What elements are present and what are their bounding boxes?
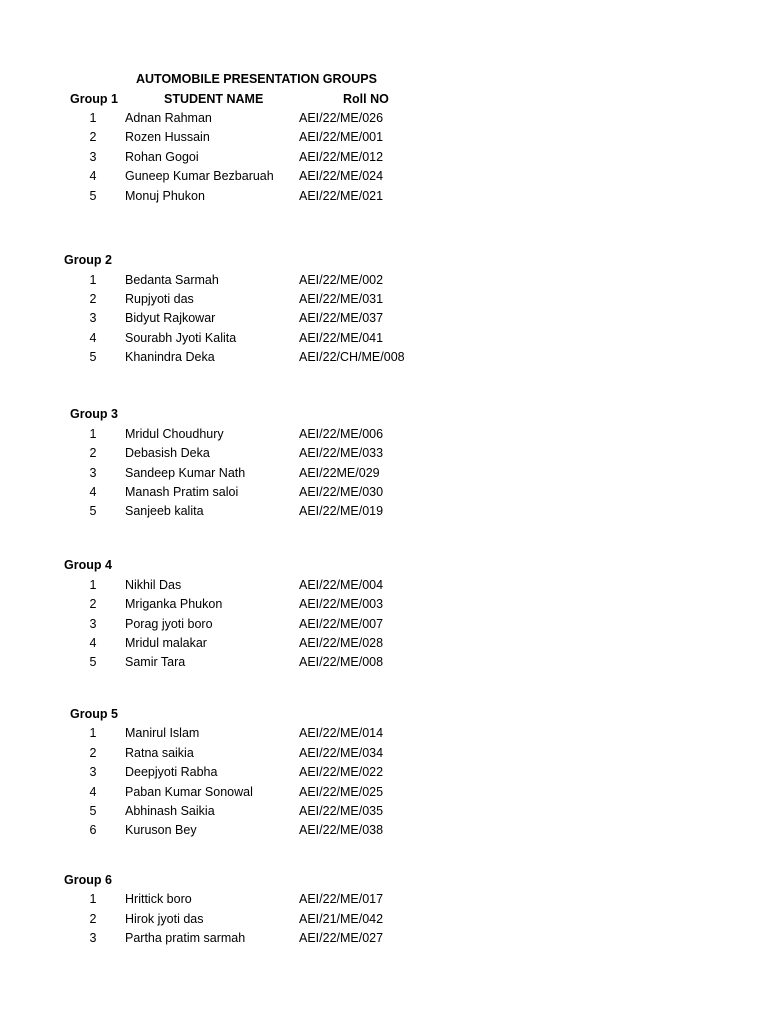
row-number: 1 [89, 427, 97, 441]
student-name: Rozen Hussain [125, 130, 210, 144]
row-number: 1 [89, 726, 97, 740]
student-name: Mridul malakar [125, 636, 207, 650]
group-6-label: Group 6 [64, 873, 112, 887]
group-4-label: Group 4 [64, 558, 112, 572]
roll-number: AEI/22/ME/006 [299, 427, 384, 441]
student-name: Bedanta Sarmah [125, 273, 219, 287]
roll-number: AEI/22/ME/031 [299, 292, 384, 306]
student-name: Porag jyoti boro [125, 617, 213, 631]
row-number: 2 [89, 746, 97, 760]
row-number: 1 [89, 273, 97, 287]
roll-no-header: Roll NO [343, 92, 389, 106]
student-name: Manash Pratim saloi [125, 485, 239, 499]
roll-number: AEI/22/ME/030 [299, 485, 384, 499]
student-name: Manirul Islam [125, 726, 200, 740]
student-name: Mridul Choudhury [125, 427, 224, 441]
row-number: 1 [89, 578, 97, 592]
row-number: 5 [89, 655, 97, 669]
student-name: Sourabh Jyoti Kalita [125, 331, 237, 345]
roll-number: AEI/22/ME/004 [299, 578, 384, 592]
student-name: Mriganka Phukon [125, 597, 223, 611]
student-name: Hirok jyoti das [125, 912, 204, 926]
group-1-label: Group 1 [70, 92, 118, 106]
group-3-label: Group 3 [70, 407, 118, 421]
student-name: Ratna saikia [125, 746, 194, 760]
roll-number: AEI/22/ME/037 [299, 311, 384, 325]
row-number: 5 [89, 189, 97, 203]
roll-number: AEI/22/CH/ME/008 [299, 350, 405, 364]
roll-number: AEI/21/ME/042 [299, 912, 384, 926]
student-name: Monuj Phukon [125, 189, 205, 203]
row-number: 3 [89, 150, 97, 164]
roll-number: AEI/22/ME/041 [299, 331, 384, 345]
row-number: 2 [89, 597, 97, 611]
row-number: 5 [89, 804, 97, 818]
roll-number: AEI/22/ME/024 [299, 169, 384, 183]
row-number: 5 [89, 350, 97, 364]
student-name: Samir Tara [125, 655, 186, 669]
student-name: Khanindra Deka [125, 350, 215, 364]
row-number: 4 [89, 485, 97, 499]
row-number: 2 [89, 912, 97, 926]
row-number: 2 [89, 130, 97, 144]
student-name: Kuruson Bey [125, 823, 197, 837]
row-number: 6 [89, 823, 97, 837]
student-name: Sanjeeb kalita [125, 504, 204, 518]
student-name: Rupjyoti das [125, 292, 194, 306]
row-number: 3 [89, 617, 97, 631]
group-5-label: Group 5 [70, 707, 118, 721]
student-name: Bidyut Rajkowar [125, 311, 216, 325]
roll-number: AEI/22/ME/008 [299, 655, 384, 669]
student-name: Debasish Deka [125, 446, 210, 460]
student-name: Deepjyoti Rabha [125, 765, 218, 779]
student-name: Guneep Kumar Bezbaruah [125, 169, 274, 183]
roll-number: AEI/22/ME/014 [299, 726, 384, 740]
student-name: Abhinash Saikia [125, 804, 215, 818]
student-name: Sandeep Kumar Nath [125, 466, 246, 480]
roll-number: AEI/22/ME/021 [299, 189, 384, 203]
roll-number: AEI/22/ME/033 [299, 446, 384, 460]
row-number: 1 [89, 111, 97, 125]
row-number: 3 [89, 765, 97, 779]
row-number: 4 [89, 785, 97, 799]
row-number: 3 [89, 931, 97, 945]
student-name: Adnan Rahman [125, 111, 212, 125]
row-number: 4 [89, 331, 97, 345]
row-number: 3 [89, 466, 97, 480]
row-number: 3 [89, 311, 97, 325]
row-number: 5 [89, 504, 97, 518]
roll-number: AEI/22/ME/007 [299, 617, 384, 631]
roll-number: AEI/22ME/029 [299, 466, 380, 480]
student-name-header: STUDENT NAME [164, 92, 264, 106]
roll-number: AEI/22/ME/003 [299, 597, 384, 611]
row-number: 2 [89, 292, 97, 306]
row-number: 1 [89, 892, 97, 906]
roll-number: AEI/22/ME/027 [299, 931, 384, 945]
group-2-label: Group 2 [64, 253, 112, 267]
student-name: Partha pratim sarmah [125, 931, 246, 945]
roll-number: AEI/22/ME/019 [299, 504, 384, 518]
student-name: Paban Kumar Sonowal [125, 785, 253, 799]
roll-number: AEI/22/ME/002 [299, 273, 384, 287]
page-title: AUTOMOBILE PRESENTATION GROUPS [136, 72, 377, 86]
roll-number: AEI/22/ME/022 [299, 765, 384, 779]
roll-number: AEI/22/ME/035 [299, 804, 384, 818]
row-number: 2 [89, 446, 97, 460]
student-name: Rohan Gogoi [125, 150, 199, 164]
roll-number: AEI/22/ME/001 [299, 130, 384, 144]
roll-number: AEI/22/ME/026 [299, 111, 384, 125]
roll-number: AEI/22/ME/017 [299, 892, 384, 906]
roll-number: AEI/22/ME/028 [299, 636, 384, 650]
roll-number: AEI/22/ME/038 [299, 823, 384, 837]
row-number: 4 [89, 636, 97, 650]
row-number: 4 [89, 169, 97, 183]
roll-number: AEI/22/ME/025 [299, 785, 384, 799]
roll-number: AEI/22/ME/012 [299, 150, 384, 164]
student-name: Nikhil Das [125, 578, 182, 592]
student-name: Hrittick boro [125, 892, 192, 906]
roll-number: AEI/22/ME/034 [299, 746, 384, 760]
